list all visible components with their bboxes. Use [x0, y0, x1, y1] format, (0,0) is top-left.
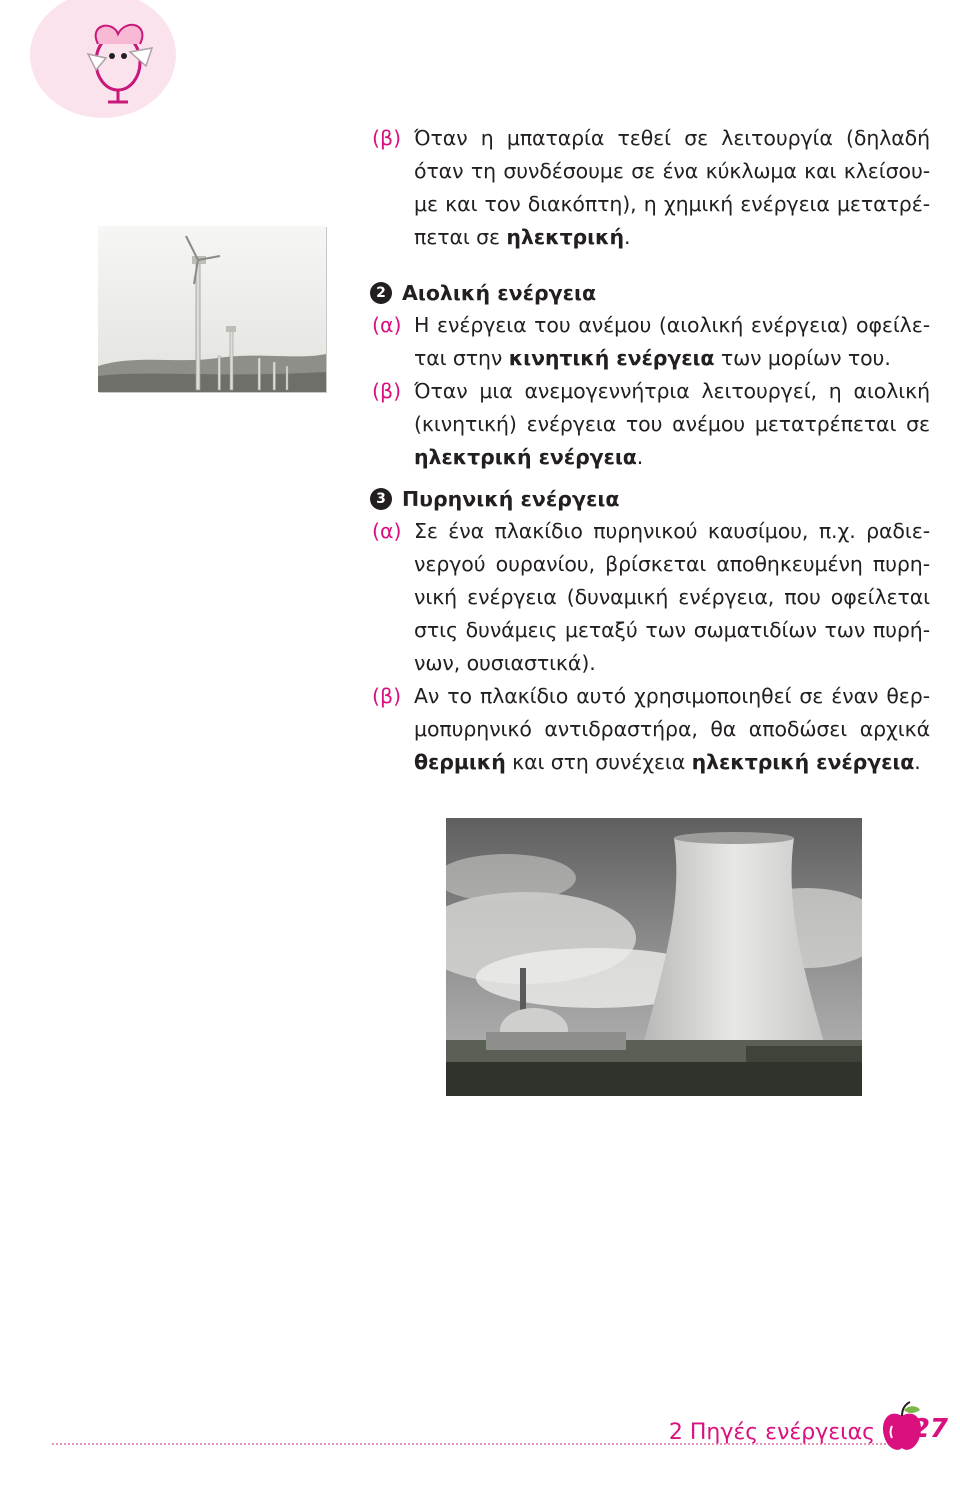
item-label: (α) — [372, 313, 402, 337]
section-number: 3 — [370, 488, 392, 510]
item-label: (β) — [372, 684, 402, 708]
wind-turbines-photo — [98, 226, 326, 392]
page-number: 27 — [911, 1414, 948, 1444]
bold-term: κινητική ενέργεια — [508, 346, 715, 370]
bold-term: θερμική — [414, 750, 506, 774]
text-line: πεται σε ηλεκτρική. — [414, 225, 631, 249]
text-line: ται στην κινητική ενέργεια των μορίων του. — [414, 346, 891, 370]
section-number: 2 — [370, 282, 392, 304]
cooling-tower-photo — [446, 818, 862, 1096]
text-line: με και τον διακόπτη), η χημική ενέργεια μετατρέ- — [414, 192, 930, 216]
bold-term: ηλεκτρική — [506, 225, 624, 249]
text-line: ηλεκτρική ενέργεια. — [414, 445, 644, 469]
item-label: (β) — [372, 126, 402, 150]
bold-term: ηλεκτρική ενέργεια — [414, 445, 637, 469]
text-line: θερμική και στη συνέχεια ηλεκτρική ενέργεια. — [414, 750, 921, 774]
text-line: νεργού ουρανίου, βρίσκεται αποθηκευμένη πυρη- — [414, 552, 930, 576]
item-label: (α) — [372, 519, 402, 543]
page-footer — [0, 1400, 960, 1460]
section-nuclear-energy — [372, 482, 930, 779]
text-line: νων, ουσιαστικά). — [414, 651, 596, 675]
text-line: όταν τη συνδέσουμε σε ένα κύκλωμα και κλείσου- — [414, 159, 930, 183]
text-line: νική ενέργεια (δυναμική ενέργεια, που οφείλεται — [414, 585, 930, 609]
text-line: Όταν μια ανεμογεννήτρια λειτουργεί, η αιολική — [414, 379, 930, 403]
chapter-title: 2 Πηγές ενέργειας — [668, 1420, 875, 1445]
section-heading — [372, 276, 930, 309]
section-wind-energy — [372, 276, 930, 474]
text-line: μοπυρηνικό αντιδραστήρα, θα αποδώσει αρχικά — [414, 717, 930, 741]
bold-term: ηλεκτρική ενέργεια — [691, 750, 915, 774]
text-line: στις δυνάμεις μεταξύ των σωματιδίων των πυρή- — [414, 618, 930, 642]
battery-paragraph — [372, 122, 930, 254]
text-line: Όταν η μπαταρία τεθεί σε λειτουργία (δηλαδή — [414, 126, 930, 150]
section-title: Αιολική ενέργεια — [402, 280, 597, 305]
text-line: (κινητική) ενέργεια του ανέμου μετατρέπεται σε — [414, 412, 930, 436]
mascot-illustration — [68, 14, 168, 106]
item-label: (β) — [372, 379, 402, 403]
section-title: Πυρηνική ενέργεια — [402, 486, 620, 511]
text-line: Η ενέργεια του ανέμου (αιολική ενέργεια) οφείλε- — [414, 313, 930, 337]
section-heading — [372, 482, 930, 515]
text-line: Αν το πλακίδιο αυτό χρησιμοποιηθεί σε έναν θερ- — [414, 684, 930, 708]
text-line: Σε ένα πλακίδιο πυρηνικού καυσίμου, π.χ. ραδιε- — [414, 519, 930, 543]
